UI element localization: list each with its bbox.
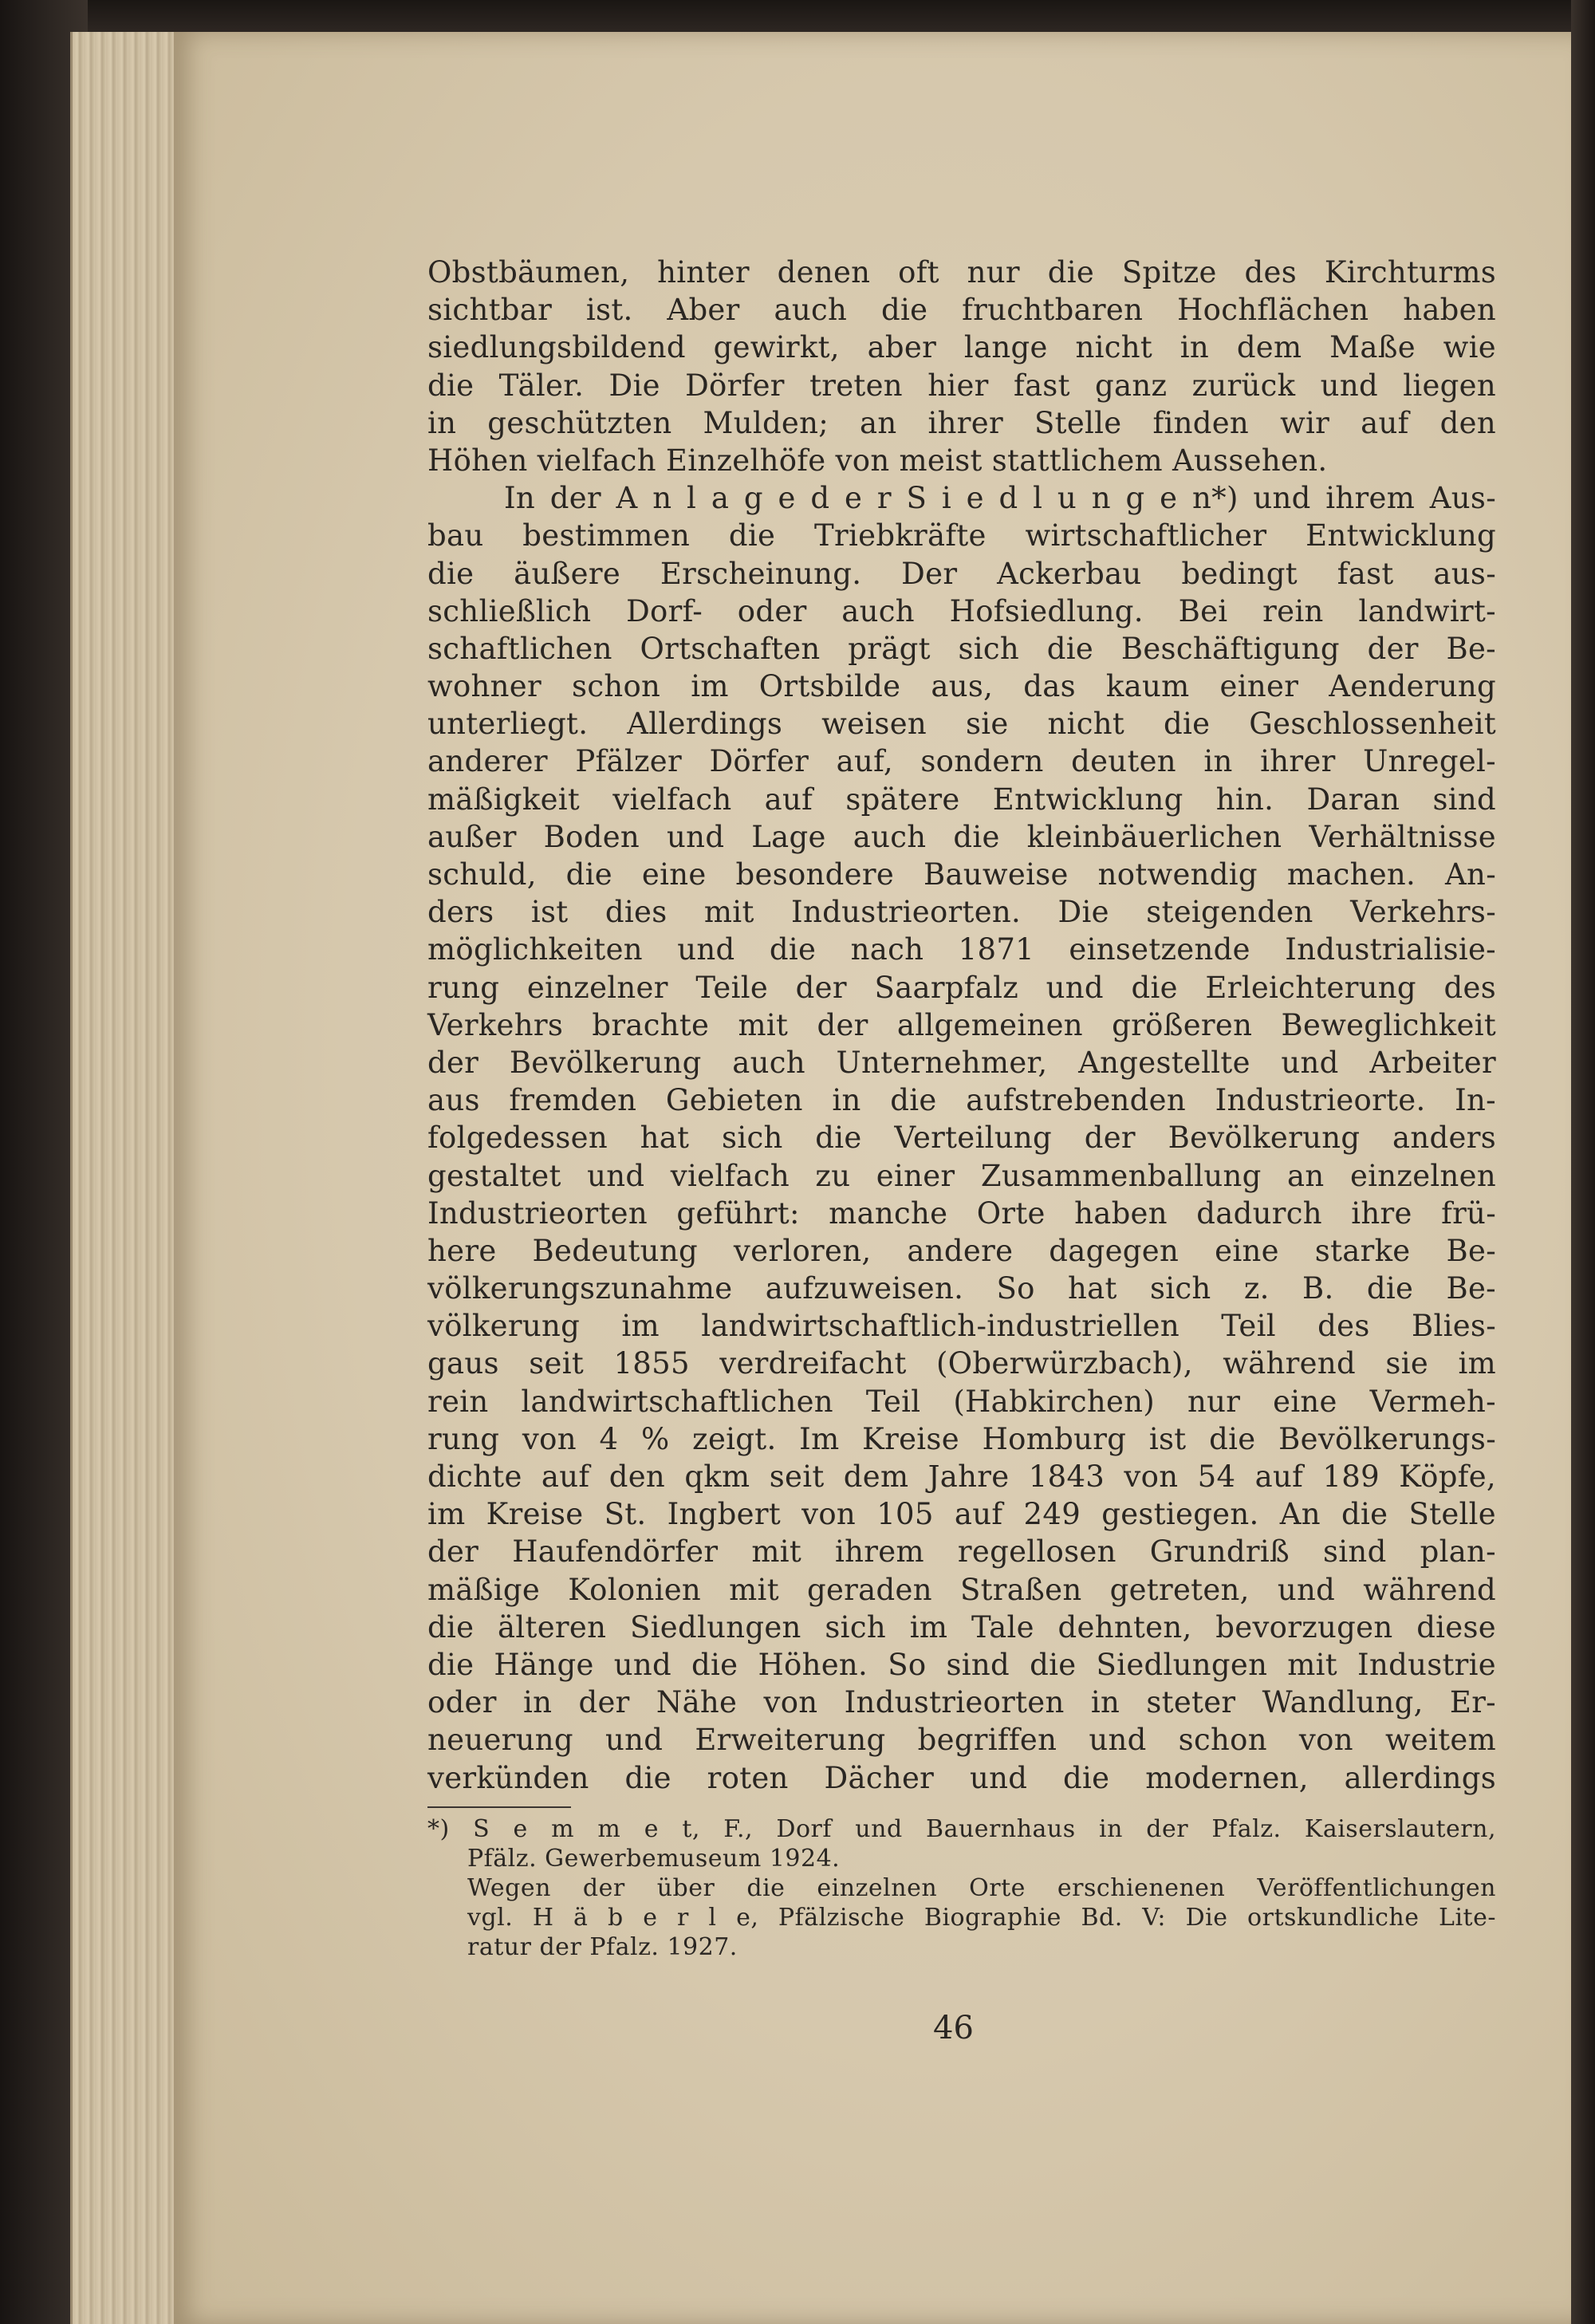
body-line: der Bevölkerung auch Unternehmer, Angestellte und Arbeiter	[427, 1045, 1496, 1080]
body-line: die äußere Erscheinung. Der Ackerbau bedingt fast aus-	[427, 556, 1496, 591]
body-line: In der A n l a g e d e r S i e d l u n g e n*) und ihrem Aus-	[504, 481, 1496, 516]
body-line: dichte auf den qkm seit dem Jahre 1843 von 54 auf 189 Köpfe,	[427, 1459, 1496, 1494]
footnote-rule	[427, 1806, 571, 1808]
body-line: neuerung und Erweiterung begriffen und schon von weitem	[427, 1723, 1496, 1758]
body-line: rung einzelner Teile der Saarpfalz und die Erleichterung des	[427, 970, 1496, 1005]
footnote-line: vgl. H ä b e r l e, Pfälzische Biographie Bd. V: Die ortskundliche Lite-	[467, 1903, 1496, 1932]
page-number: 46	[933, 2010, 974, 2046]
page-text-block	[427, 254, 1496, 1962]
body-line: sichtbar ist. Aber auch die fruchtbaren Hochflächen haben	[427, 293, 1496, 328]
body-line: rein landwirtschaftlichen Teil (Habkirchen) nur eine Vermeh-	[427, 1384, 1496, 1419]
footnote-line: Wegen der über die einzelnen Orte erschienenen Veröffentlichungen	[467, 1873, 1496, 1902]
footnote-line: *) S e m m e t, F., Dorf und Bauernhaus in der Pfalz. Kaiserslautern,	[427, 1814, 1496, 1843]
scan-top-edge	[0, 0, 1595, 33]
body-line: bau bestimmen die Triebkräfte wirtschaftlicher Entwicklung	[427, 518, 1496, 553]
body-line: Höhen vielfach Einzelhöfe von meist stattlichem Aussehen.	[427, 443, 1328, 478]
body-line: ders ist dies mit Industrieorten. Die steigenden Verkehrs-	[427, 895, 1496, 930]
footnote-line: ratur der Pfalz. 1927.	[467, 1932, 738, 1961]
body-line: here Bedeutung verloren, andere dagegen eine starke Be-	[427, 1233, 1496, 1268]
body-line: Obstbäumen, hinter denen oft nur die Spitze des Kirchturms	[427, 255, 1496, 290]
body-line: anderer Pfälzer Dörfer auf, sondern deuten in ihrer Unregel-	[427, 744, 1496, 779]
body-line: die älteren Siedlungen sich im Tale dehnten, bevorzugen diese	[427, 1609, 1496, 1645]
body-line: im Kreise St. Ingbert von 105 auf 249 gestiegen. An die Stelle	[427, 1497, 1496, 1532]
body-line: unterliegt. Allerdings weisen sie nicht die Geschlossenheit	[427, 707, 1496, 742]
body-line: wohner schon im Ortsbilde aus, das kaum einer Aenderung	[427, 669, 1496, 704]
body-line: völkerungszunahme aufzuweisen. So hat sich z. B. die Be-	[427, 1271, 1496, 1306]
body-line: die Täler. Die Dörfer treten hier fast ganz zurück und liegen	[427, 368, 1496, 403]
body-line: in geschützten Mulden; an ihrer Stelle finden wir auf den	[427, 405, 1496, 440]
body-line: schließlich Dorf- oder auch Hofsiedlung. Bei rein landwirt-	[427, 593, 1496, 628]
body-line: aus fremden Gebieten in die aufstrebenden Industrieorte. In-	[427, 1083, 1496, 1118]
body-line: außer Boden und Lage auch die kleinbäuerlichen Verhältnisse	[427, 819, 1496, 854]
body-line: rung von 4 % zeigt. Im Kreise Homburg ist die Bevölkerungs-	[427, 1421, 1496, 1456]
body-line: möglichkeiten und die nach 1871 einsetzende Industrialisie-	[427, 932, 1496, 967]
body-line: völkerung im landwirtschaftlich-industriellen Teil des Blies-	[427, 1309, 1496, 1344]
body-line: siedlungsbildend gewirkt, aber lange nicht in dem Maße wie	[427, 330, 1496, 365]
footnote-line: Pfälz. Gewerbemuseum 1924.	[467, 1844, 841, 1873]
body-line: gaus seit 1855 verdreifacht (Oberwürzbach), während sie im	[427, 1346, 1496, 1381]
body-line: der Haufendörfer mit ihrem regellosen Grundriß sind plan-	[427, 1534, 1496, 1570]
body-line: mäßige Kolonien mit geraden Straßen getreten, und während	[427, 1572, 1496, 1607]
body-line: schaftlichen Ortschaften prägt sich die Beschäftigung der Be-	[427, 631, 1496, 666]
body-line: verkünden die roten Dächer und die modernen, allerdings	[427, 1760, 1496, 1795]
book-cover-right	[1571, 0, 1595, 2324]
body-line: oder in der Nähe von Industrieorten in steter Wandlung, Er-	[427, 1685, 1496, 1720]
body-line: Industrieorten geführt: manche Orte haben dadurch ihre frü-	[427, 1195, 1496, 1231]
body-line: folgedessen hat sich die Verteilung der Bevölkerung anders	[427, 1121, 1496, 1156]
body-line: Verkehrs brachte mit der allgemeinen größeren Beweglichkeit	[427, 1007, 1496, 1042]
body-line: gestaltet und vielfach zu einer Zusammenballung an einzelnen	[427, 1158, 1496, 1193]
body-line: die Hänge und die Höhen. So sind die Siedlungen mit Industrie	[427, 1647, 1496, 1682]
body-line: mäßigkeit vielfach auf spätere Entwicklung hin. Daran sind	[427, 782, 1496, 817]
body-line: schuld, die eine besondere Bauweise notwendig machen. An-	[427, 857, 1496, 892]
